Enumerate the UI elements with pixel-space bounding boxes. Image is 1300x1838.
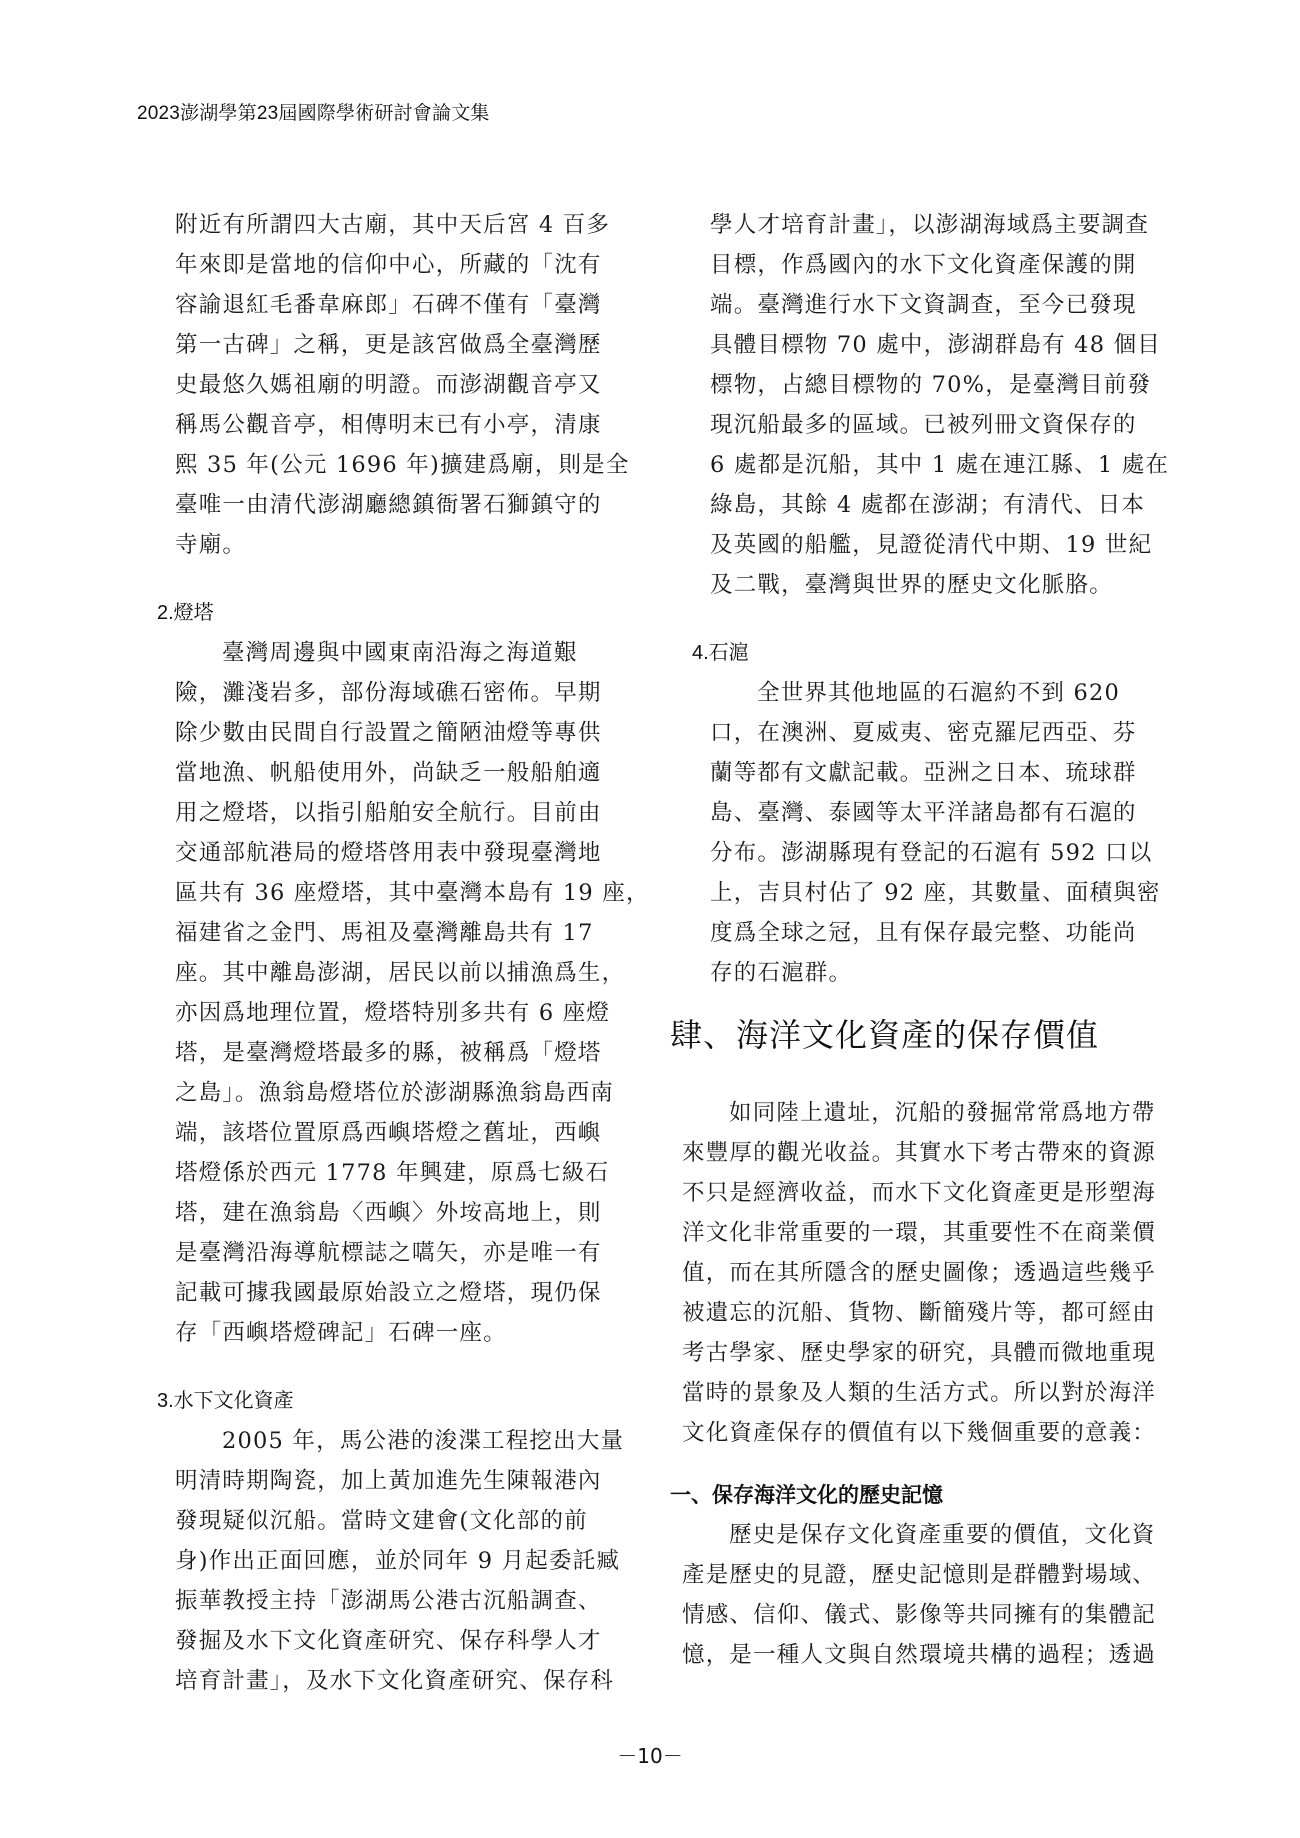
- spacer: [710, 1065, 1180, 1093]
- text-line: 當時的景象及人類的生活方式。所以對於海洋: [682, 1380, 1157, 1406]
- lighthouse-paragraph: [175, 633, 650, 1353]
- text-line: 熙 35 年(公元 1696 年)擴建爲廟，則是全: [175, 452, 630, 478]
- text-line: 史最悠久媽祖廟的明證。而澎湖觀音亭又: [175, 372, 602, 398]
- text-line: 是臺灣沿海導航標誌之嚆矢，亦是唯一有: [175, 1240, 602, 1266]
- text-line: 記載可據我國最原始設立之燈塔，現仍保: [175, 1280, 602, 1306]
- spacer: [710, 605, 1180, 633]
- text-line: 險，灘淺岩多，部份海域礁石密佈。早期: [175, 680, 602, 706]
- running-header-title: 2023澎湖學第23屆國際學術研討會論文集: [137, 103, 490, 124]
- text-line: 值，而在其所隱含的歷史圖像；透過這些幾乎: [682, 1260, 1157, 1286]
- text-line: 分布。澎湖縣現有登記的石滬有 592 口以: [710, 840, 1153, 866]
- text-line: 2005 年，馬公港的浚渫工程挖出大量: [222, 1428, 625, 1454]
- text-line: 全世界其他地區的石滬約不到 620: [757, 680, 1120, 706]
- section-paragraph: [682, 1093, 1180, 1453]
- text-line: 及二戰，臺灣與世界的歷史文化脈胳。: [710, 572, 1113, 598]
- text-line: 被遺忘的沉船、貨物、斷簡殘片等，都可經由: [682, 1300, 1157, 1326]
- text-line: 身)作出正面回應，並於同年 9 月起委託臧: [175, 1548, 621, 1574]
- text-line: 現沉船最多的區域。已被列冊文資保存的: [710, 412, 1137, 438]
- text-line: 當地漁、帆船使用外，尚缺乏一般船舶適: [175, 760, 602, 786]
- text-line: 區共有 36 座燈塔，其中臺灣本島有 19 座，: [175, 880, 650, 906]
- text-line: 情感、信仰、儀式、影像等共同擁有的集體記: [682, 1602, 1157, 1628]
- text-line: 綠島，其餘 4 處都在澎湖；有清代、日本: [710, 492, 1146, 518]
- stone-weir-paragraph: [710, 673, 1180, 993]
- spacer: [175, 565, 645, 593]
- text-line: 座。其中離島澎湖，居民以前以捕漁爲生，: [175, 960, 626, 986]
- text-line: 第一古碑」之稱，更是該宮做爲全臺灣歷: [175, 332, 602, 358]
- text-line: 附近有所謂四大古廟，其中天后宮 4 百多: [175, 212, 611, 238]
- stone-weir-heading: 4.石滬: [692, 642, 749, 664]
- underwater-heritage-paragraph: [175, 1421, 645, 1701]
- text-line: 培育計畫」，及水下文化資產研究、保存科: [175, 1668, 615, 1694]
- text-line: 具體目標物 70 處中，澎湖群島有 48 個目: [710, 332, 1161, 358]
- temples-paragraph: [175, 205, 645, 565]
- text-line: 蘭等都有文獻記載。亞洲之日本、琉球群: [710, 760, 1137, 786]
- text-line: 上，吉貝村佔了 92 座，其數量、面積與密: [710, 880, 1161, 906]
- text-line: 容諭退紅毛番韋麻郎」石碑不僅有「臺灣: [175, 292, 602, 318]
- text-line: 存「西嶼塔燈碑記」石碑一座。: [175, 1320, 507, 1346]
- page-number: －10－: [617, 1744, 683, 1768]
- text-line: 產是歷史的見證，歷史記憶則是群體對場域、: [682, 1562, 1157, 1588]
- text-line: 端。臺灣進行水下文資調查，至今已發現: [710, 292, 1137, 318]
- text-line: 臺灣周邊與中國東南沿海之海道艱: [222, 640, 578, 666]
- text-line: 發掘及水下文化資產研究、保存科學人才: [175, 1628, 602, 1654]
- text-line: 憶，是一種人文與自然環境共構的過程；透過: [682, 1642, 1157, 1668]
- subsection-paragraph: [682, 1515, 1180, 1675]
- text-line: 塔，建在漁翁島〈西嶼〉外垵高地上，則: [175, 1200, 602, 1226]
- text-line: 度爲全球之冠，且有保存最完整、功能尚: [710, 920, 1137, 946]
- text-line: 端，該塔位置原爲西嶼塔燈之舊址，西嶼: [175, 1120, 602, 1146]
- text-line: 發現疑似沉船。當時文建會(文化部的前: [175, 1508, 588, 1534]
- text-line: 洋文化非常重要的一環，其重要性不在商業價: [682, 1220, 1157, 1246]
- text-line: 明清時期陶瓷，加上黃加進先生陳報港內: [175, 1468, 602, 1494]
- text-line: 稱馬公觀音亭，相傳明末已有小亭，清康: [175, 412, 602, 438]
- text-line: 及英國的船艦，見證從清代中期、19 世紀: [710, 532, 1153, 558]
- text-line: 塔燈係於西元 1778 年興建，原爲七級石: [175, 1160, 610, 1186]
- underwater-heritage-heading: 3.水下文化資產: [157, 1390, 294, 1412]
- text-line: 亦因爲地理位置，燈塔特別多共有 6 座燈: [175, 1000, 611, 1026]
- text-line: 之島」。漁翁島燈塔位於澎湖縣漁翁島西南: [175, 1080, 615, 1106]
- spacer: [175, 1353, 645, 1381]
- text-line: 存的石滬群。: [710, 960, 853, 986]
- lighthouse-heading: 2.燈塔: [157, 602, 214, 624]
- text-line: 塔，是臺灣燈塔最多的縣，被稱爲「燈塔: [175, 1040, 602, 1066]
- underwater-heritage-continued-paragraph: [710, 205, 1180, 605]
- text-line: 年來即是當地的信仰中心，所藏的「沈有: [175, 252, 602, 278]
- text-line: 6 處都是沉船，其中 1 處在連江縣、1 處在: [710, 452, 1170, 478]
- text-line: 學人才培育計畫」，以澎湖海域爲主要調查: [710, 212, 1150, 238]
- text-line: 用之燈塔，以指引船舶安全航行。目前由: [175, 800, 602, 826]
- section-heading: 肆、海洋文化資產的保存價值: [670, 1016, 1100, 1054]
- text-line: 臺唯一由清代澎湖廳總鎮衙署石獅鎮守的: [175, 492, 602, 518]
- text-line: 文化資產保存的價值有以下幾個重要的意義：: [682, 1420, 1157, 1446]
- spacer: [710, 1453, 1180, 1475]
- left-column: [157, 205, 650, 1701]
- subsection-heading: 一、保存海洋文化的歷史記憶: [670, 1483, 943, 1507]
- text-line: 來豐厚的觀光收益。其實水下考古帶來的資源: [682, 1140, 1157, 1166]
- text-line: 口，在澳洲、夏威夷、密克羅尼西亞、芬: [710, 720, 1137, 746]
- text-line: 振華教授主持「澎湖馬公港古沉船調查、: [175, 1588, 602, 1614]
- text-line: 標物，占總目標物的 70%，是臺灣目前發: [710, 372, 1152, 398]
- text-line: 除少數由民間自行設置之簡陋油燈等專供: [175, 720, 602, 746]
- text-line: 如同陸上遺址，沉船的發掘常常爲地方帶: [729, 1100, 1156, 1126]
- text-line: 目標，作爲國內的水下文化資產保護的開: [710, 252, 1137, 278]
- text-line: 寺廟。: [175, 532, 247, 558]
- text-line: 福建省之金門、馬祖及臺灣離島共有 17: [175, 920, 594, 946]
- text-line: 交通部航港局的燈塔啓用表中發現臺灣地: [175, 840, 602, 866]
- text-line: 歷史是保存文化資產重要的價值，文化資: [729, 1522, 1156, 1548]
- text-line: 考古學家、歷史學家的研究，具體而微地重現: [682, 1340, 1157, 1366]
- right-column: [670, 205, 1180, 1675]
- spacer: [710, 993, 1180, 1005]
- text-line: 不只是經濟收益，而水下文化資產更是形塑海: [682, 1180, 1157, 1206]
- text-line: 島、臺灣、泰國等太平洋諸島都有石滬的: [710, 800, 1137, 826]
